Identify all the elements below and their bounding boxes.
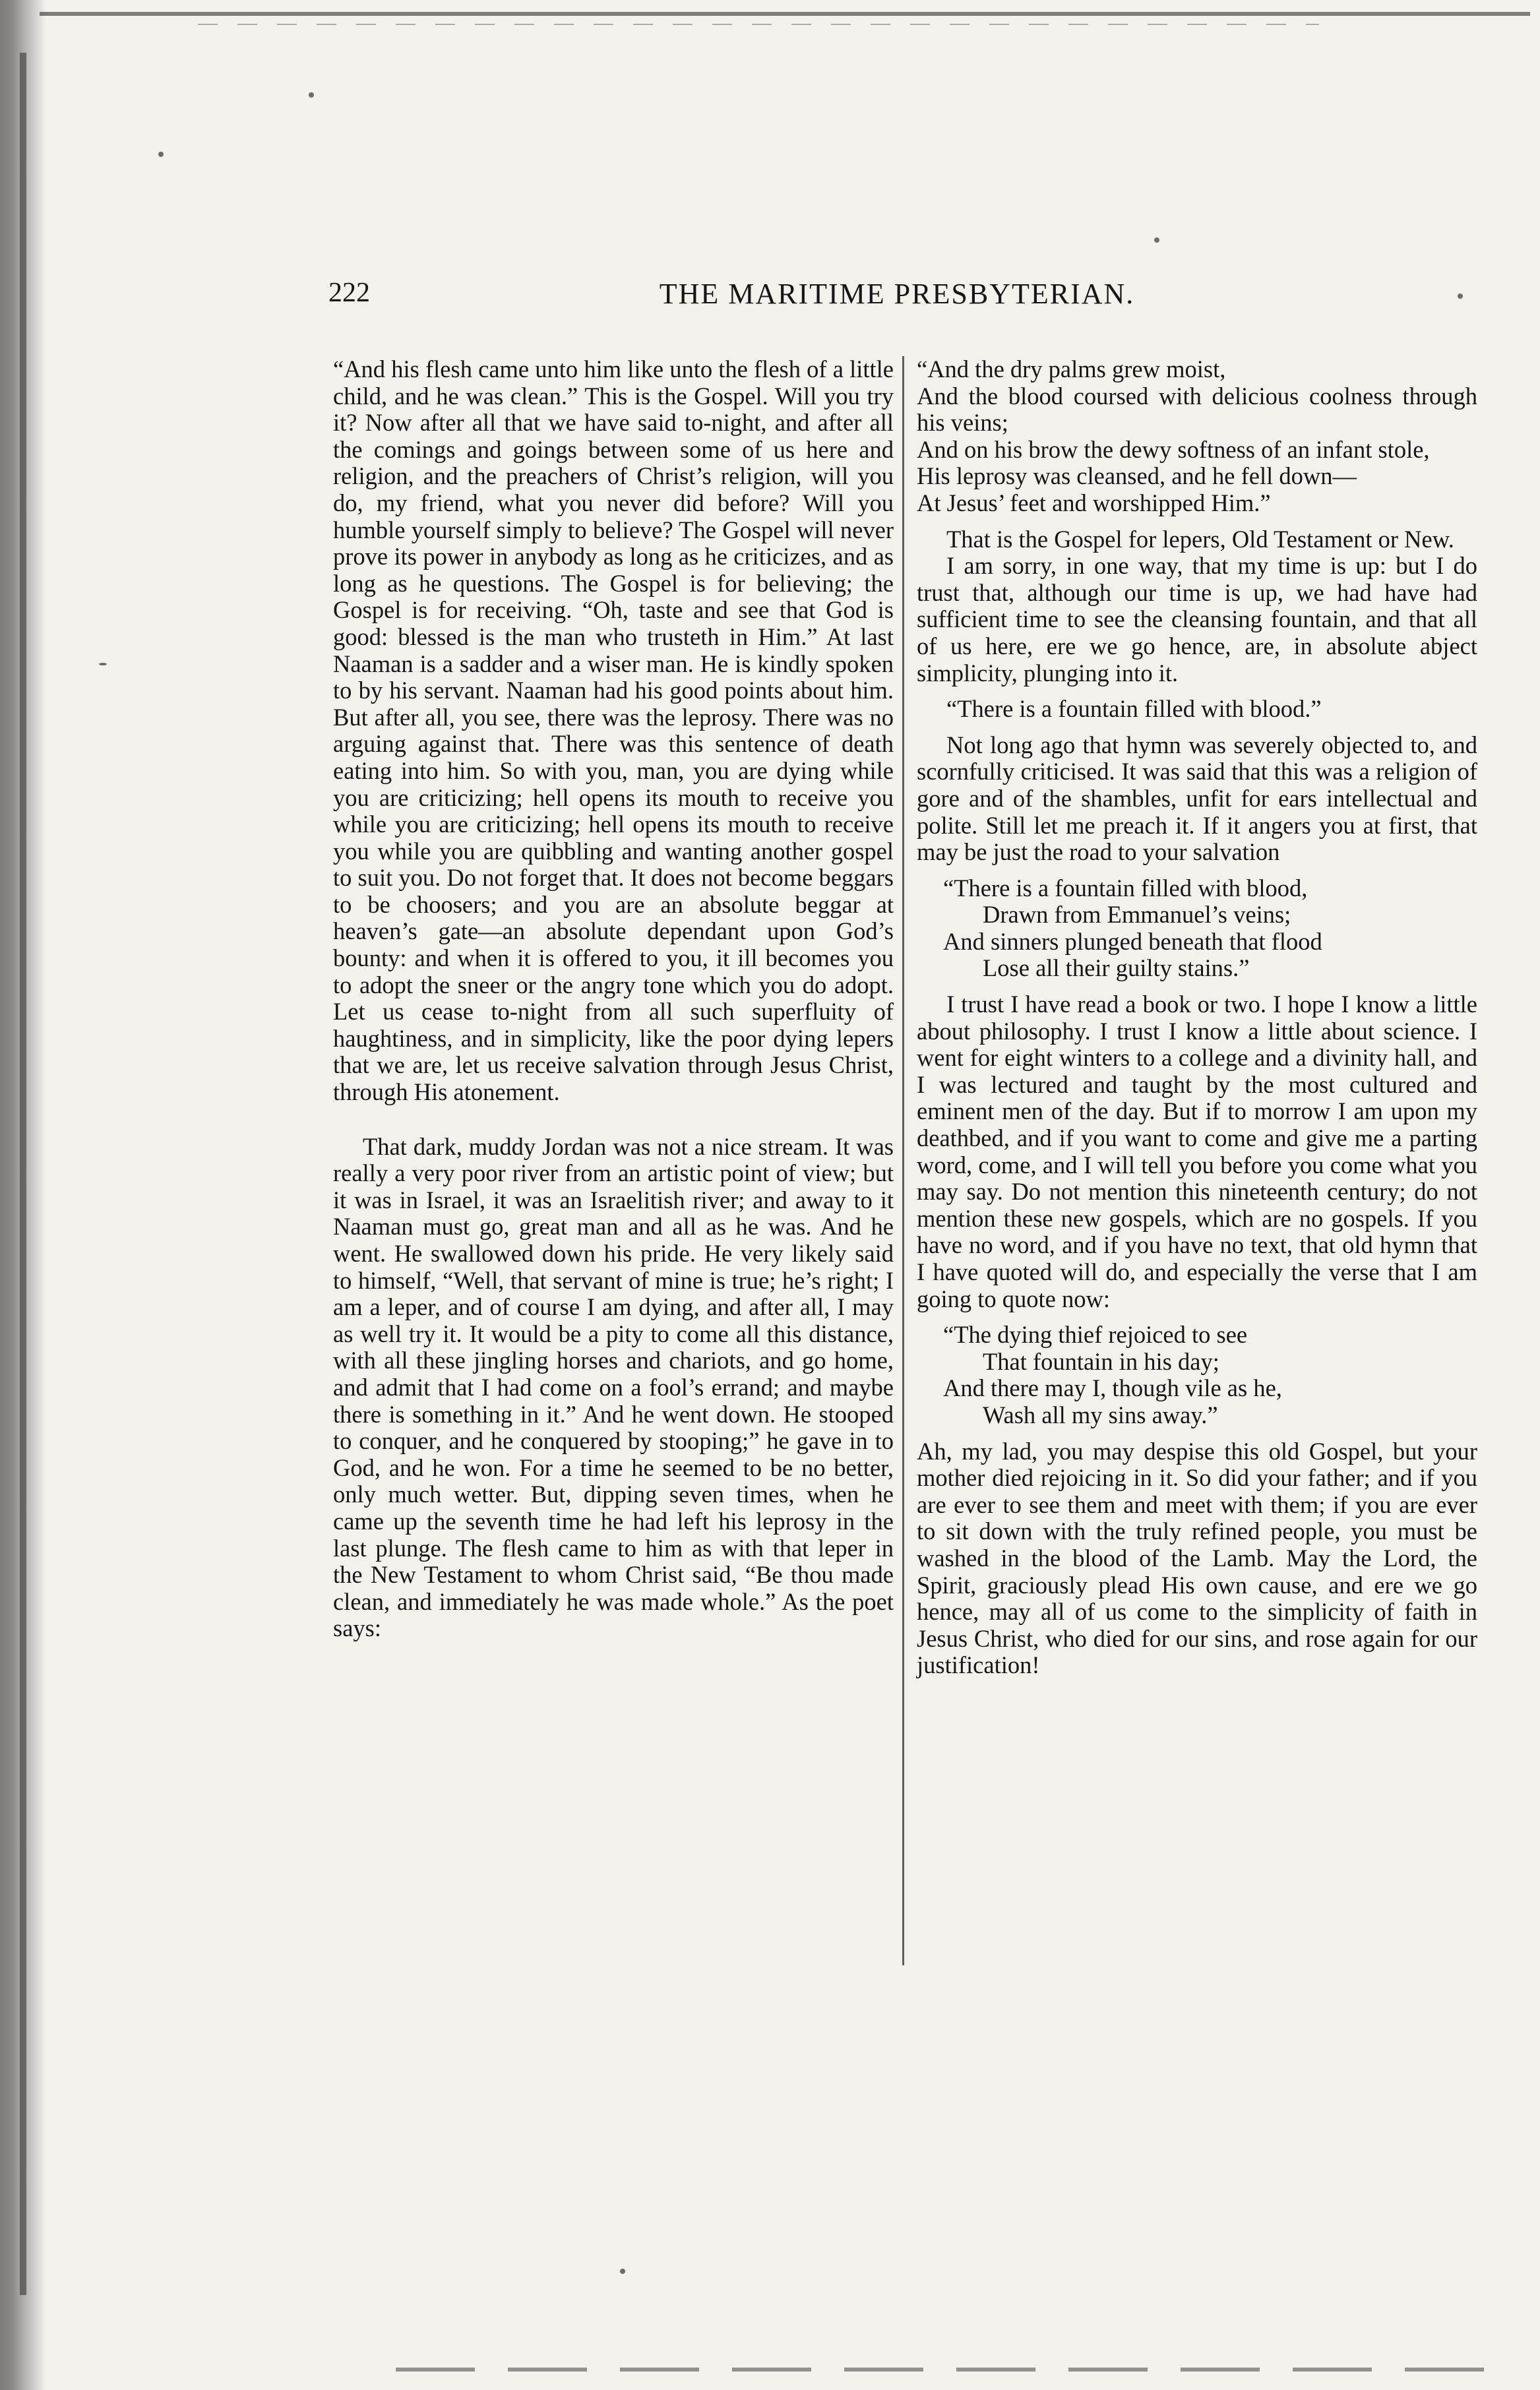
poem-line: His leprosy was cleansed, and he fell down— xyxy=(917,462,1357,490)
top-scan-dashes xyxy=(198,24,1319,25)
poem-line: And on his brow the dewy softness of an infant stole, xyxy=(917,435,1430,463)
left-paragraph-1: “And his flesh came unto him like unto the flesh of a little child, and he was clean.” This is the Gospel. Will you try it? Now after all that we have said to-night, and after all the comings and goings between some of us here and religion, and the preachers of Christ’s religion, will you do, my friend, what you never did before? Will you humble yourself simply to believe? The Gospel will never prove its power in anybody as long as he criticizes, and as long as he questions. The Gospel is for believing; the Gospel is for receiving. “Oh, taste and see that God is good: blessed is the man who trusteth in Him.” At last Naaman is a sadder and a wiser man. He is kindly spoken to by his servant. Naaman had his good points about him. But after all, you see, there was the leprosy. There was no arguing against that. There was this sentence of death eating into him. So with you, man, you are dying while you are criticizing; hell opens its mouth to receive you while you are criticizing; hell opens its mouth to receive you while you are quibbling and wanting another gospel to suit you. Do not forget that. It does not become beggars to be choosers; and you are an absolute beggar at heaven’s gate—an absolute dependant upon God’s bounty: and when it is offered to you, it ill becomes you to adopt the sneer or the angry tone which you do adopt. Let us cease to-night from all such superfluity of haughtiness, and in simplicity, like the poor dying lepers that we are, let us receive salvation through Jesus Christ, through His atonement. xyxy=(333,355,894,1106)
right-paragraph-5: Ah, my lad, you may despise this old Gospel, but your mother died rejoicing in it. So did your father; and if you are ever to see them and meet with them; if you are ever to sit down with the truly refined people, you must be washed in the blood of the Lamb. May the Lord, the Spirit, graciously plead His own cause, and ere we go hence, may all of us come to the simplicity of faith in Jesus Christ, who died for our sins, and rose again for our justification! xyxy=(917,1437,1477,1679)
right-column xyxy=(917,356,1477,1679)
scan-speck xyxy=(620,2269,625,2274)
poem-line: That fountain in his day; xyxy=(983,1347,1219,1375)
hymn-quote-line: “There is a fountain filled with blood.” xyxy=(946,695,1322,723)
page-header xyxy=(310,277,1484,323)
scan-speck xyxy=(1154,237,1159,243)
poem-line: “And the dry palms grew moist, xyxy=(917,355,1226,383)
bottom-scan-rule xyxy=(396,2368,1517,2372)
poem-line: Wash all my sins away.” xyxy=(983,1401,1218,1428)
scan-speck xyxy=(309,92,314,98)
left-column xyxy=(333,356,894,1642)
right-paragraph-1: That is the Gospel for lepers, Old Testament or New. xyxy=(946,525,1454,553)
scan-speck xyxy=(99,663,107,665)
poem-line: And the blood coursed with delicious coolness through his veins; xyxy=(917,382,1477,437)
poem-line: “There is a fountain filled with blood, xyxy=(943,874,1308,902)
poem-line: At Jesus’ feet and worshipped Him.” xyxy=(917,489,1271,516)
poem-line: Lose all their guilty stains.” xyxy=(983,954,1250,982)
poem-stanza-3 xyxy=(917,1322,1477,1428)
page-number: 222 xyxy=(328,278,370,308)
journal-title: THE MARITIME PRESBYTERIAN. xyxy=(659,278,1135,310)
scan-edge-rule xyxy=(20,53,26,2295)
top-scan-rule xyxy=(40,12,1530,16)
right-paragraph-2: I am sorry, in one way, that my time is up: but I do trust that, although our time is up, we had have had sufficient time to see the cleansing fountain, and that all of us here, ere we go hence, are, in absolute abject simplicity, plunging into it. xyxy=(917,552,1477,687)
scan-speck xyxy=(158,152,164,157)
poem-line: Drawn from Emmanuel’s veins; xyxy=(983,901,1291,929)
poem-stanza-2 xyxy=(917,875,1477,982)
poem-line: And sinners plunged beneath that flood xyxy=(943,927,1322,955)
poem-line: And there may I, though vile as he, xyxy=(943,1374,1282,1402)
poem-line: “The dying thief rejoiced to see xyxy=(943,1321,1248,1349)
right-paragraph-4: I trust I have read a book or two. I hope I know a little about philosophy. I trust I know a little about science. I went for eight winters to a college and a divinity hall, and I was lectured and taught by the most cultured and eminent men of the day. But if to morrow I am upon my deathbed, and if you want to come and give me a parting word, come, and I will tell you before you come what you may say. Do not mention this nineteenth century; do not mention these new gospels, which are no gospels. If you have no word, and if you have no text, that old hymn that I have quoted will do, and especially the verse that I am going to quote now: xyxy=(917,991,1477,1312)
left-paragraph-2: That dark, muddy Jordan was not a nice stream. It was really a very poor river from an artistic point of view; but it was in Israel, it was an Israelitish river; and away to it Naaman must go, great man and all as he was. And he went. He swallowed down his pride. He very likely said to himself, “Well, that servant of mine is true; he’s right; I am a leper, and of course I am dying, and after all, I may as well try it. It would be a pity to come all this distance, with all these jingling horses and chariots, and go home, and admit that I had come on a fool’s errand; and maybe there is something in it.” And he went down. He stooped to conquer, and he conquered by stooping;” he gave in to God, and he won. For a time he seemed to be no better, only much wetter. But, dipping seven times, when he came up the seventh time he had left his leprosy in the last plunge. The flesh came to him as with that leper in the New Testament to whom Christ said, “Be thou made clean, and immediately he was made whole.” As the poet says: xyxy=(333,1132,894,1642)
right-paragraph-3: Not long ago that hymn was severely objected to, and scornfully criticised. It was said that this was a religion of gore and of the shambles, unfit for ears intellectual and polite. Still let me preach it. If it angers you at first, that may be just the road to your salvation xyxy=(917,731,1477,866)
poem-stanza-1 xyxy=(917,356,1477,517)
column-divider xyxy=(902,356,904,1965)
